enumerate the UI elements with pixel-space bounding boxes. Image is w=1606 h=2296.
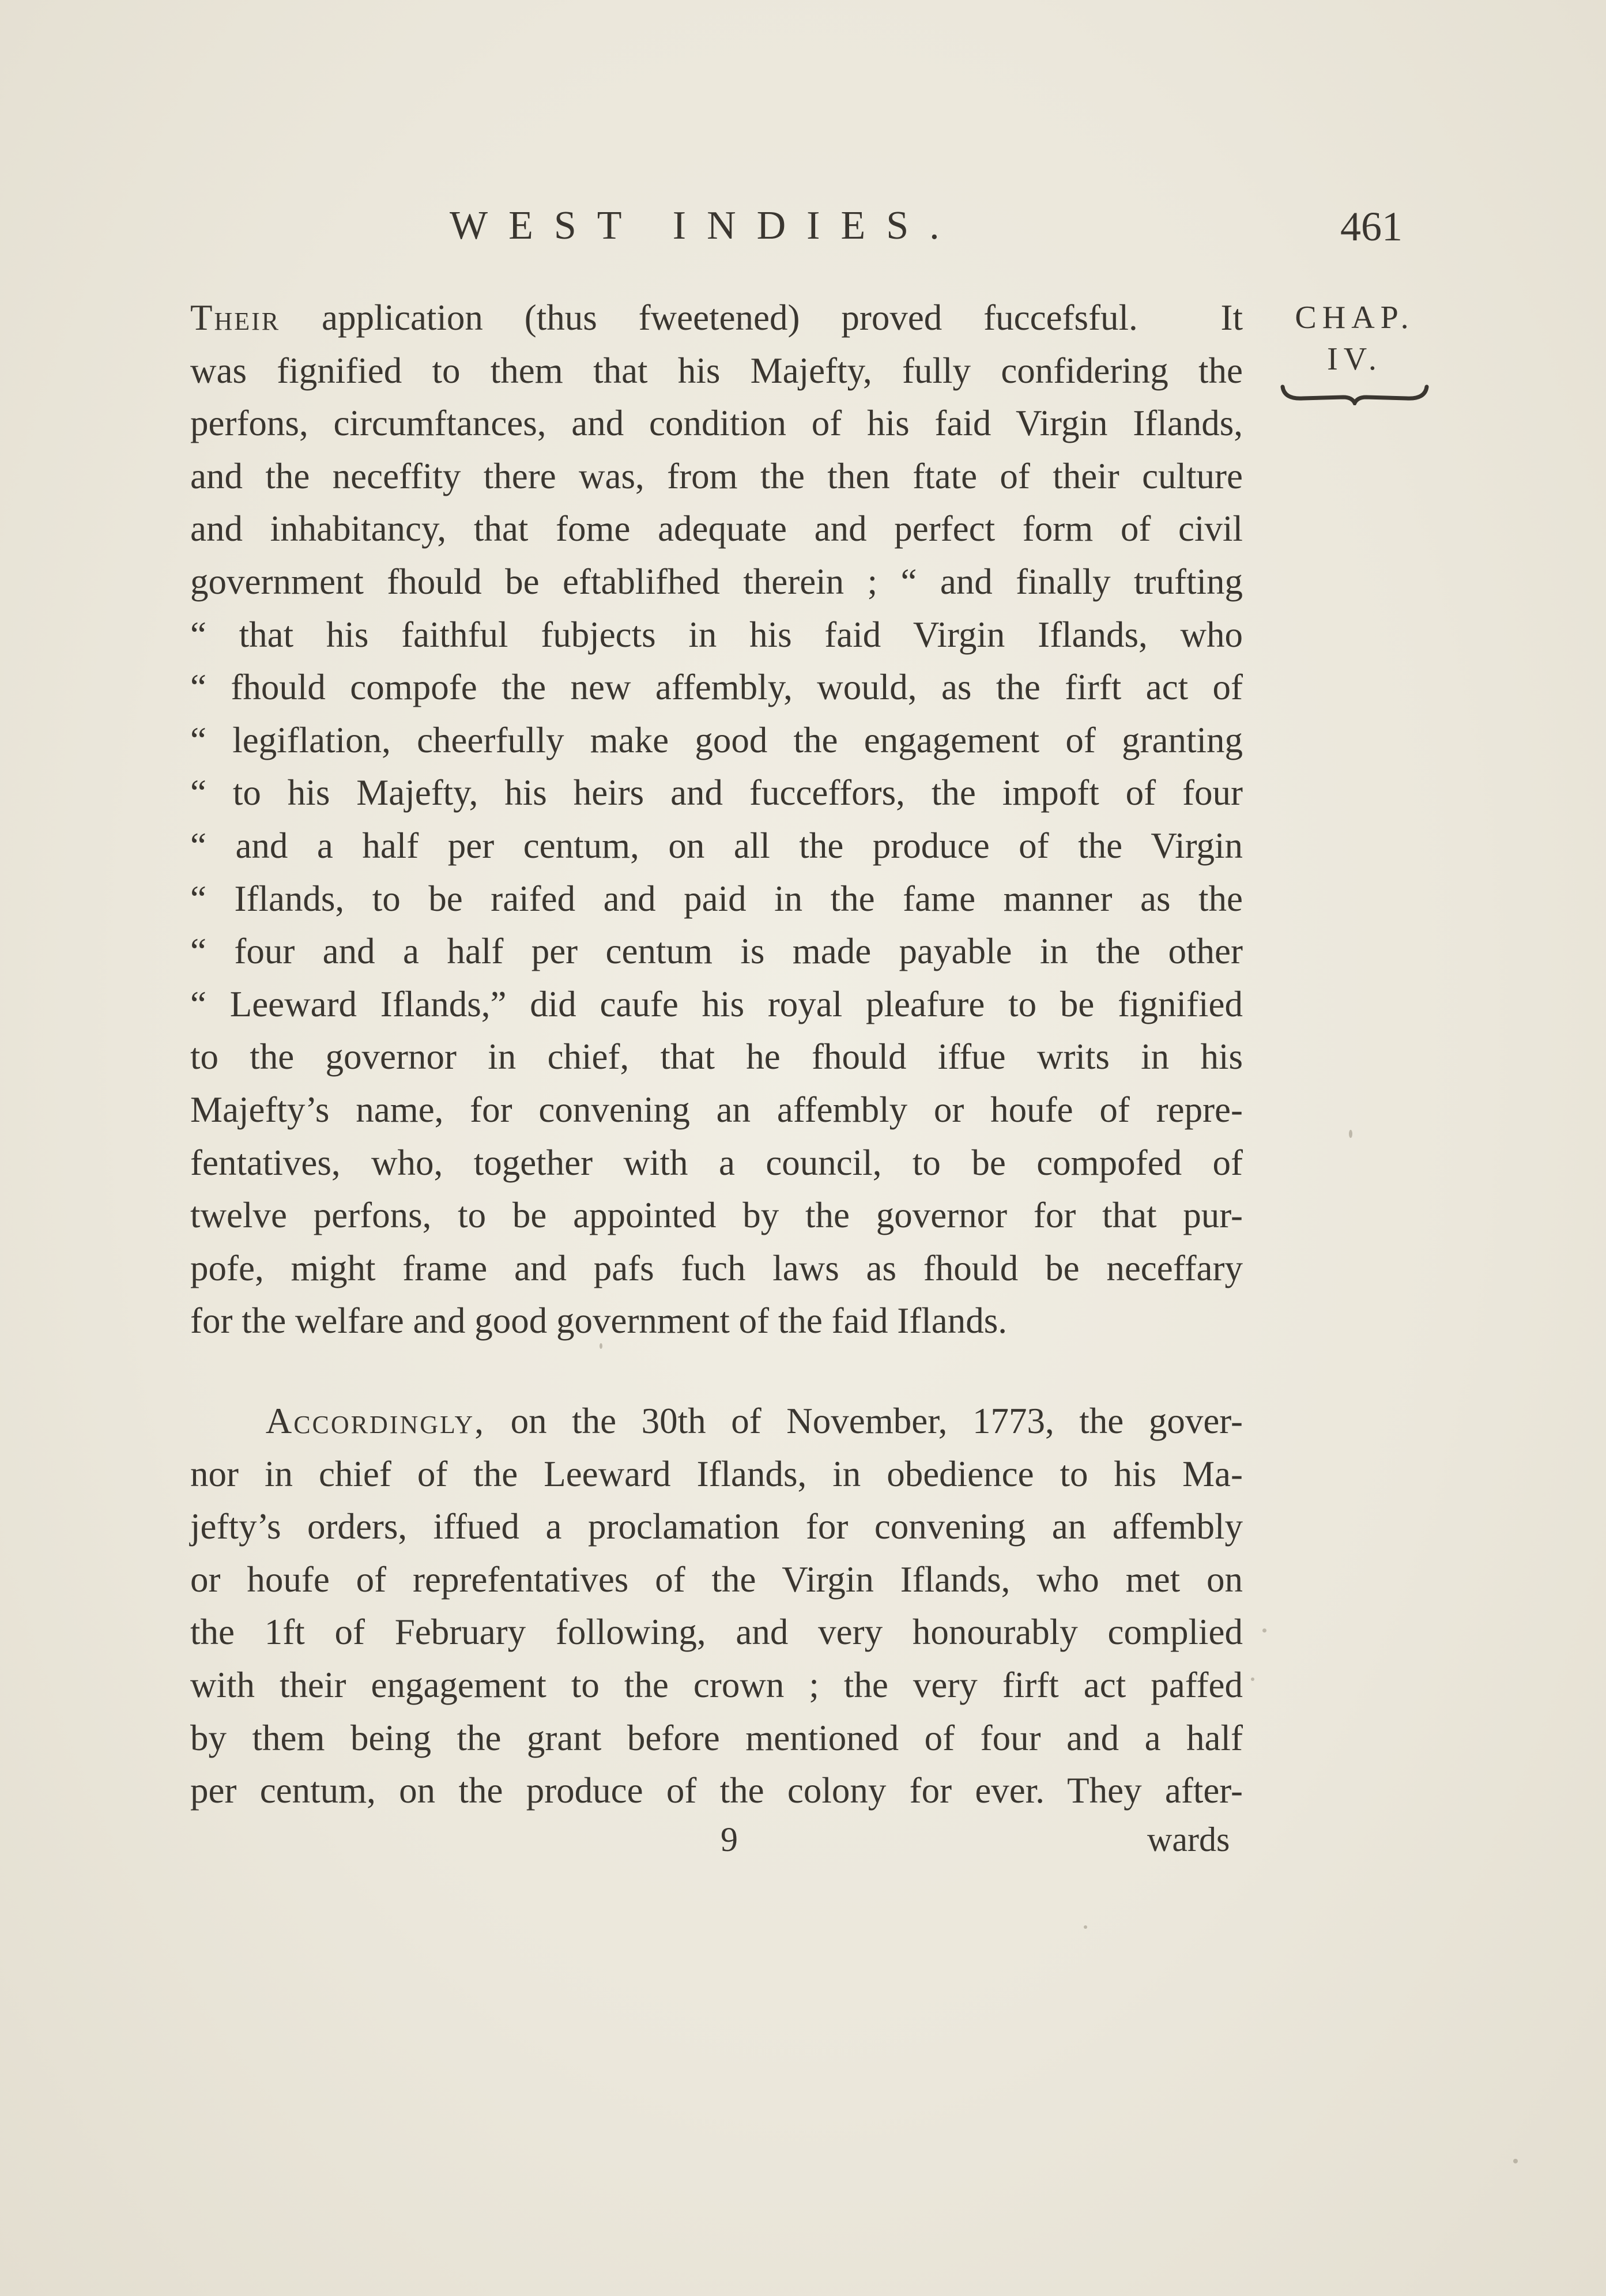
text-line: Majefty’s name, for convening an affembly or houfe of repre- xyxy=(190,1089,1243,1130)
text-line: “ and a half per centum, on all the produce of the Virgin xyxy=(190,825,1243,866)
text-line: and the neceffity there was, from the then ftate of their culture xyxy=(190,455,1243,496)
chapter-label: CHAP. xyxy=(1295,300,1415,335)
running-head: WEST INDIES. xyxy=(450,203,960,248)
signature-mark: 9 xyxy=(721,1820,738,1858)
text-line: per centum, on the produce of the colony for ever. They after- xyxy=(190,1770,1243,1811)
brace-ornament xyxy=(1280,382,1430,405)
text-line: nor in chief of the Leeward Iflands, in obedience to his Ma- xyxy=(190,1453,1243,1494)
text-line: government fhould be eftablifhed therein ; “ and finally trufting xyxy=(190,561,1243,602)
text-line: “ Leeward Iflands,” did caufe his royal pleafure to be fignified xyxy=(190,983,1243,1024)
paper-speck xyxy=(1262,1628,1266,1633)
paper-speck xyxy=(600,1343,602,1349)
text-line: or houfe of reprefentatives of the Virgin Iflands, who met on xyxy=(190,1559,1243,1600)
paragraph-1 xyxy=(190,292,1243,1348)
text-line: twelve perfons, to be appointed by the governor for that pur- xyxy=(190,1195,1243,1236)
text-line: by them being the grant before mentioned of four and a half xyxy=(190,1717,1243,1758)
paper-speck xyxy=(1251,1677,1254,1681)
text-line: Accordingly, on the 30th of November, 1773, the gover- xyxy=(265,1401,1243,1441)
text-line: “ four and a half per centum is made payable in the other xyxy=(190,931,1243,972)
text-line-lead: Accordingly, xyxy=(265,1401,485,1441)
text-line: pofe, might frame and pafs fuch laws as fhould be neceffary xyxy=(190,1247,1243,1288)
text-line: “ to his Majefty, his heirs and fucceffors, the impoft of four xyxy=(190,772,1243,813)
text-line: and inhabitancy, that fome adequate and perfect form of civil xyxy=(190,508,1243,549)
text-line: perfons, circumftances, and condition of his faid Virgin Iflands, xyxy=(190,403,1243,444)
paper-speck xyxy=(1513,2159,1518,2163)
text-line: “ fhould compofe the new affembly, would, as the firft act of xyxy=(190,667,1243,708)
chapter-margin-note xyxy=(1271,297,1438,405)
text-line: Their application (thus fweetened) proved fuccefsful. It xyxy=(190,297,1243,338)
text-line: fentatives, who, together with a council, to be compofed of xyxy=(190,1142,1243,1183)
chapter-number: IV. xyxy=(1327,341,1382,377)
paragraph-2 xyxy=(190,1395,1243,1818)
text-line: the 1ft of February following, and very honourably complied xyxy=(190,1612,1243,1653)
text-line: was fignified to them that his Majefty, fully confidering the xyxy=(190,350,1243,391)
text-line: for the welfare and good government of the faid Iflands. xyxy=(190,1300,1007,1341)
text-line: with their engagement to the crown ; the very firft act paffed xyxy=(190,1664,1243,1705)
text-line: “ Iflands, to be raifed and paid in the fame manner as the xyxy=(190,878,1243,919)
text-line: “ legiflation, cheerfully make good the engagement of granting xyxy=(190,719,1243,760)
paper-speck xyxy=(1084,1925,1087,1929)
text-line: “ that his faithful fubjects in his faid Virgin Iflands, who xyxy=(190,614,1243,655)
text-line: to the governor in chief, that he fhould iffue writs in his xyxy=(190,1036,1243,1077)
text-line: jefty’s orders, iffued a proclamation for convening an affembly xyxy=(190,1506,1243,1547)
page-number: 461 xyxy=(1340,203,1403,250)
text-line-lead: Their xyxy=(190,297,281,338)
catchword: wards xyxy=(1147,1820,1230,1858)
paper-speck xyxy=(1349,1130,1352,1138)
